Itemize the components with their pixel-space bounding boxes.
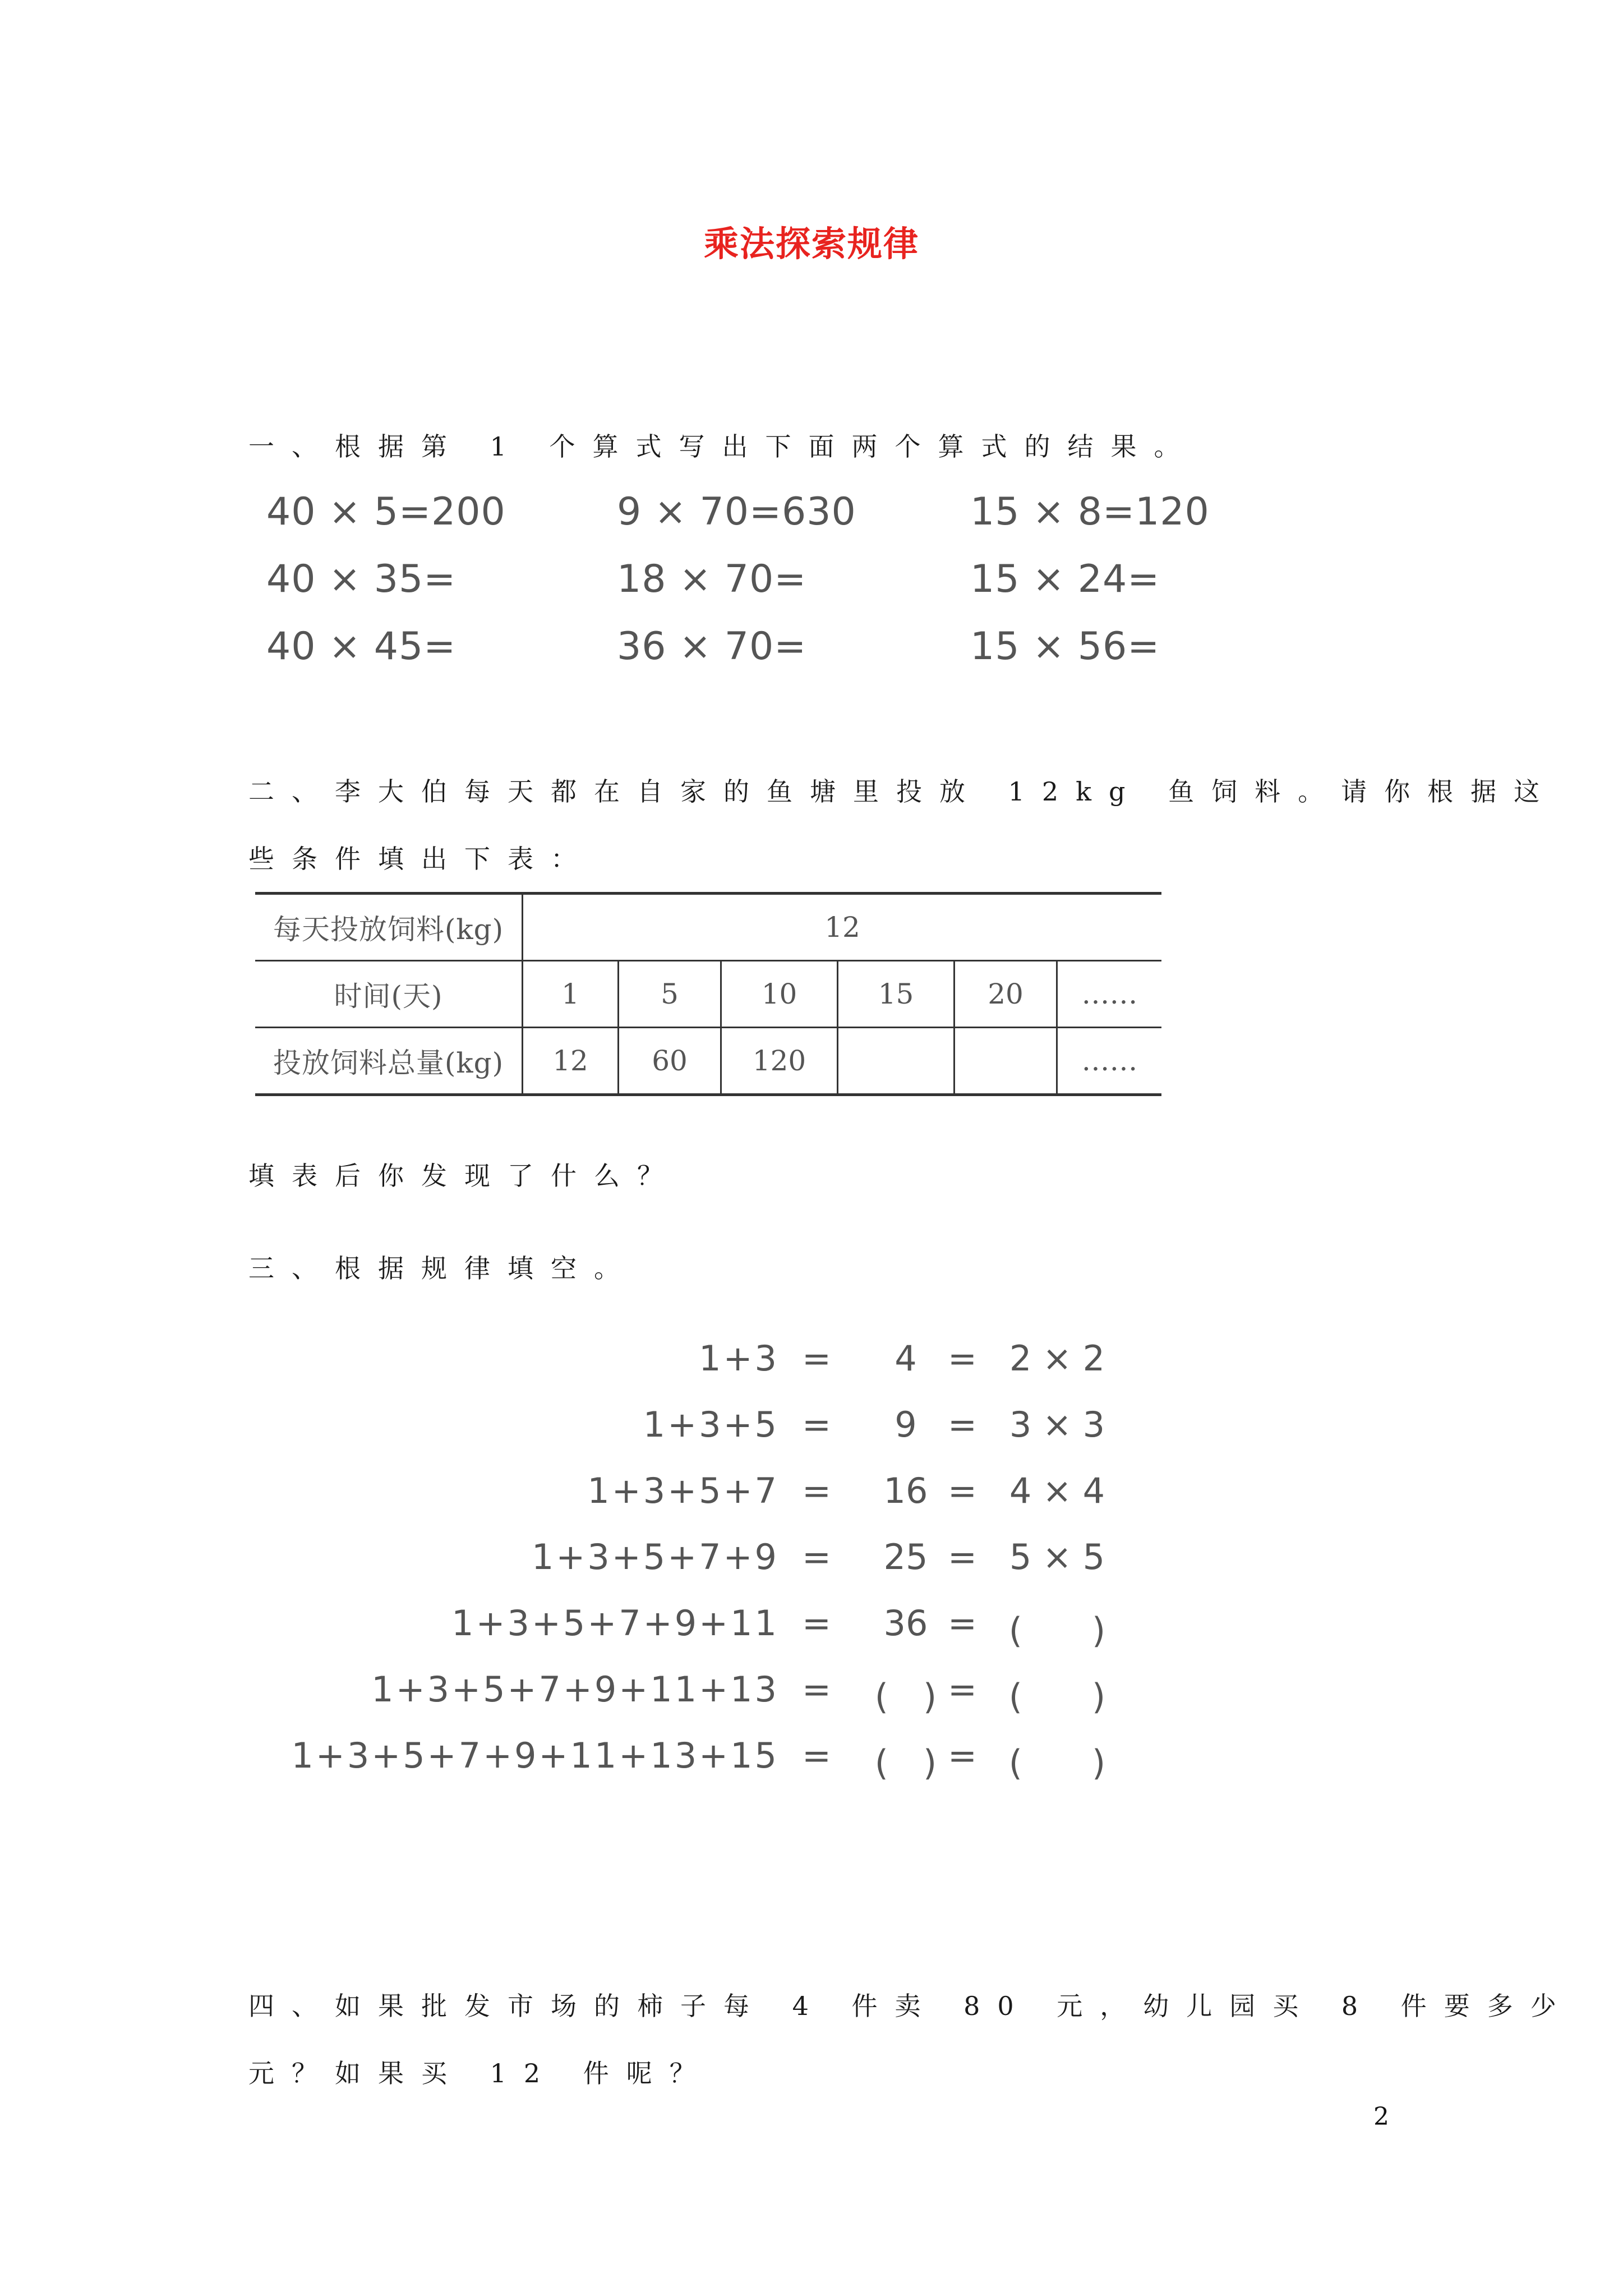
sequence-row [0, 1470, 1623, 1526]
answer-blank[interactable]: ( ) [1008, 1742, 1106, 1783]
table-cell-total-4 [838, 1028, 955, 1095]
equals-sign: = [948, 1735, 977, 1776]
sequence-sum: 9 [895, 1404, 917, 1445]
table-cell-days-6: …… [1057, 961, 1162, 1028]
q1-calc-r1c3: 15 × 8=120 [970, 490, 1210, 534]
sequence-product: 5 × 5 [1009, 1536, 1105, 1577]
equals-sign: = [948, 1404, 977, 1445]
feed-table [255, 892, 1161, 1096]
sequence-lhs: 1+3+5+7+9+11 [451, 1603, 779, 1644]
sequence-lhs: 1+3+5+7 [587, 1470, 779, 1511]
page-number: 2 [1373, 2102, 1389, 2131]
table-cell-total-2: 60 [619, 1028, 721, 1095]
table-cell-days-4: 15 [838, 961, 955, 1028]
answer-blank[interactable]: ( ) [1008, 1676, 1106, 1717]
equals-sign: = [948, 1338, 977, 1379]
q1-calc-r1c1: 40 × 5=200 [266, 490, 506, 534]
table-cell-days-5: 20 [955, 961, 1057, 1028]
q1-calc-r2c2: 18 × 70= [617, 557, 807, 601]
sequence-sum: 25 [883, 1536, 928, 1577]
q1-calc-r2c1: 40 × 35= [266, 557, 457, 601]
sequence-lhs: 1+3+5+7+9+11+13+15 [291, 1735, 779, 1776]
table-cell-days-2: 5 [619, 961, 721, 1028]
sequence-row [0, 1669, 1623, 1725]
q1-calc-r1c2: 9 × 70=630 [617, 490, 856, 534]
table-header-daily-feed: 每天投放饲料(kg) [255, 894, 523, 961]
sequence-product: 3 × 3 [1009, 1404, 1105, 1445]
table-cell-total-6: …… [1057, 1028, 1162, 1095]
sequence-row [0, 1735, 1623, 1791]
table-row-days [255, 961, 1161, 1028]
sequence-lhs: 1+3+5+7+9+11+13 [371, 1669, 779, 1710]
sequence-lhs: 1+3+5 [643, 1404, 779, 1445]
worksheet-title: 乘法探索规律 [703, 223, 919, 264]
q4-prompt-line1: 四、如果批发市场的柿子每 4 件卖 80 元，幼儿园买 8 件要多少 [248, 1991, 1574, 2021]
sequence-row [0, 1536, 1623, 1593]
table-cell-total-3: 120 [721, 1028, 838, 1095]
table-row-daily-feed [255, 894, 1161, 961]
equals-sign: = [948, 1536, 977, 1577]
q1-calc-r3c2: 36 × 70= [617, 624, 807, 669]
equals-sign: = [802, 1404, 831, 1445]
answer-blank[interactable]: ( ) [874, 1676, 937, 1717]
answer-blank[interactable]: ( ) [874, 1742, 937, 1783]
table-cell-days-3: 10 [721, 961, 838, 1028]
q4-prompt-line2: 元？如果买 12 件呢？ [248, 2058, 713, 2088]
sequence-lhs: 1+3+5+7+9 [531, 1536, 779, 1577]
sequence-row [0, 1404, 1623, 1460]
equals-sign: = [802, 1735, 831, 1776]
equals-sign: = [948, 1669, 977, 1710]
sequence-row [0, 1338, 1623, 1394]
sequence-lhs: 1+3 [699, 1338, 779, 1379]
q3-prompt: 三、根据规律填空。 [248, 1253, 637, 1283]
answer-blank[interactable]: ( ) [1008, 1610, 1106, 1651]
equals-sign: = [948, 1470, 977, 1511]
sequence-row [0, 1603, 1623, 1659]
table-cell-days-1: 1 [523, 961, 619, 1028]
table-cell-daily-feed-value: 12 [523, 894, 1162, 961]
q1-prompt: 一、根据第 1 个算式写出下面两个算式的结果。 [248, 431, 1197, 462]
sequence-sum: 4 [895, 1338, 917, 1379]
table-cell-total-1: 12 [523, 1028, 619, 1095]
sequence-product: 2 × 2 [1009, 1338, 1105, 1379]
equals-sign: = [802, 1470, 831, 1511]
q1-calc-r3c3: 15 × 56= [970, 624, 1160, 669]
table-row-total-feed [255, 1028, 1161, 1095]
q2-followup: 填表后你发现了什么？ [248, 1161, 680, 1191]
table-header-days: 时间(天) [255, 961, 523, 1028]
q2-prompt-line2: 些条件填出下表： [248, 844, 594, 874]
equals-sign: = [802, 1536, 831, 1577]
table-header-total-feed: 投放饲料总量(kg) [255, 1028, 523, 1095]
sequence-sum: 36 [883, 1603, 928, 1644]
equals-sign: = [802, 1603, 831, 1644]
table-cell-total-5 [955, 1028, 1057, 1095]
q1-calc-r3c1: 40 × 45= [266, 624, 457, 669]
q2-prompt-line1: 二、李大伯每天都在自家的鱼塘里投放 12kg 鱼饲料。请你根据这 [248, 776, 1557, 807]
q1-calc-r2c3: 15 × 24= [970, 557, 1160, 601]
sequence-sum: 16 [883, 1470, 928, 1511]
equals-sign: = [802, 1669, 831, 1710]
equals-sign: = [802, 1338, 831, 1379]
equals-sign: = [948, 1603, 977, 1644]
sequence-product: 4 × 4 [1009, 1470, 1105, 1511]
